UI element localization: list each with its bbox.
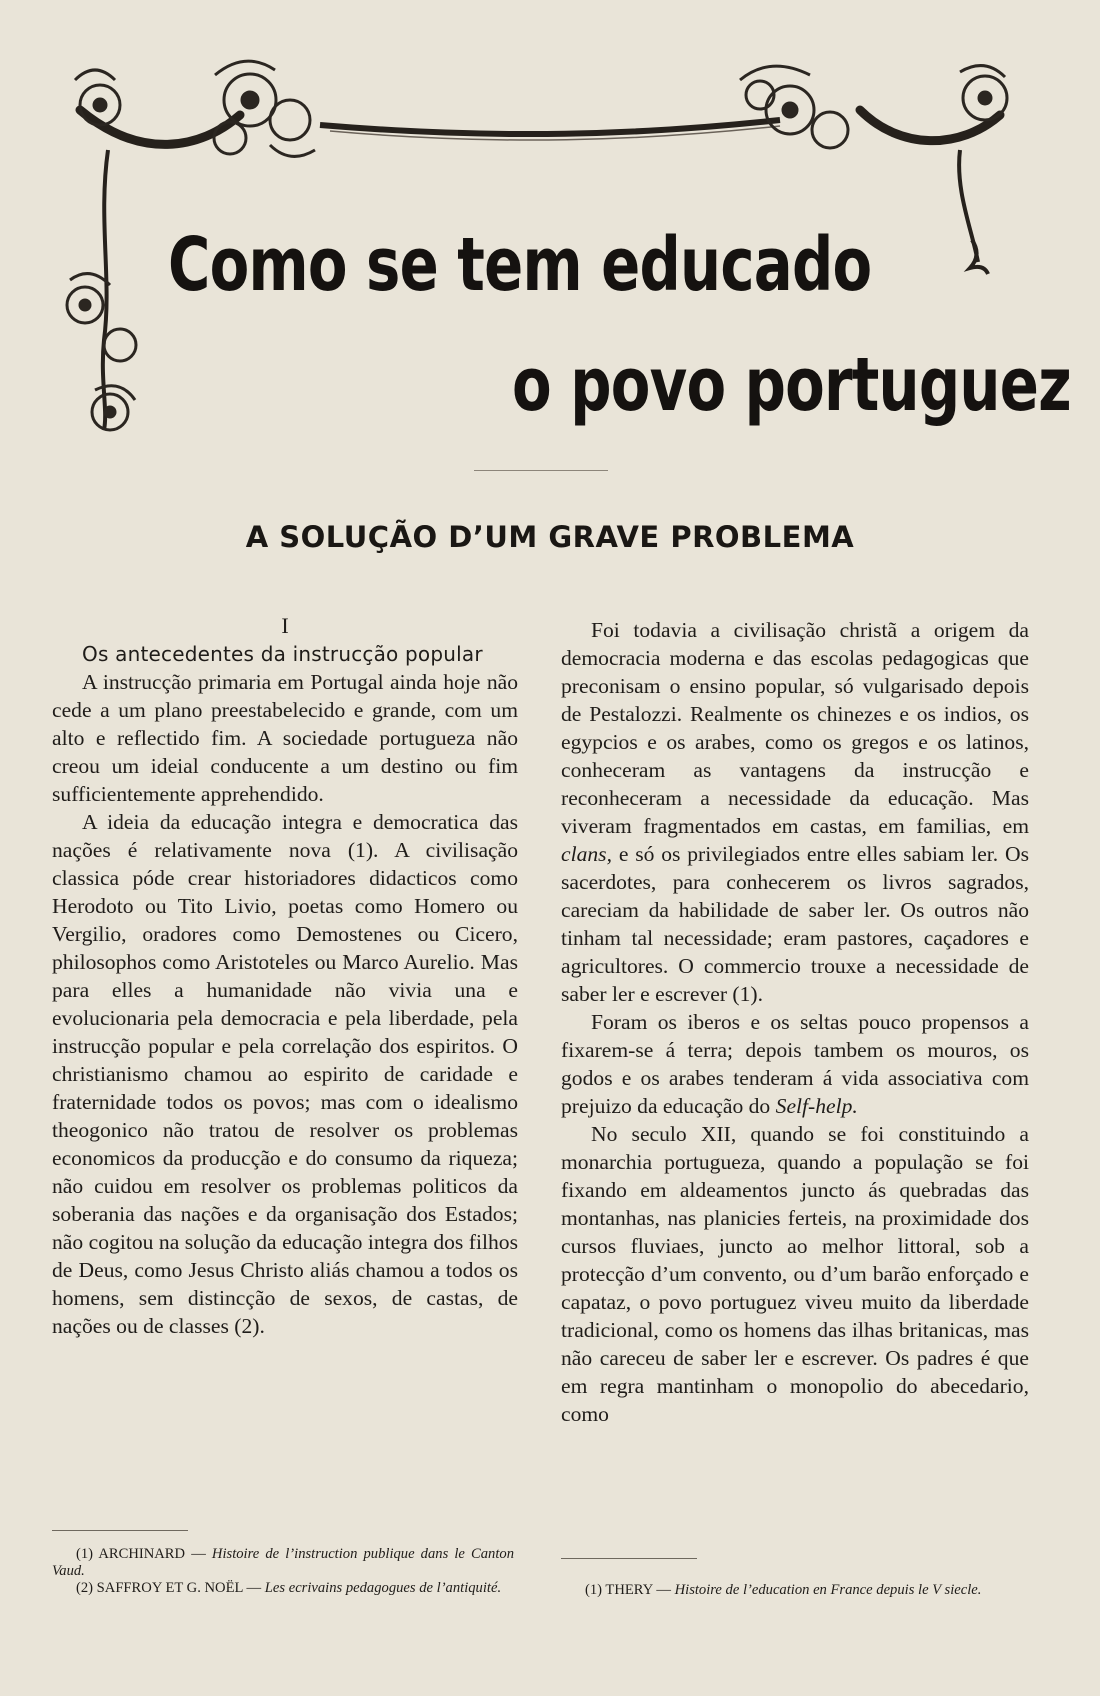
footnote-rule-right [561, 1558, 697, 1559]
right-paragraph-3: No seculo XII, quando se foi constituindo a monarchia portugueza, quando a população se foi fixando em aldeamentos juncto ás quebradas das montanhas, nas planicies ferteis, na proximidade dos cursos fluviaes, juncto ao melhor littoral, sob a protecção d’um convento, ou d’um barão enforçado e capataz, o povo portuguez viveu muito da liberdade tradicional, como os homens das ilhas britanicas, mas não careceu de saber ler e escrever. Os padres é que em regra mantinham o monopolio do abecedario, como [561, 1122, 1029, 1426]
section-heading: Os antecedentes da instrucção popular [82, 642, 483, 666]
footnote-right-1 [561, 1582, 1029, 1599]
left-column [52, 612, 518, 1340]
right-paragraph-1-start: Foi todavia a civilisação christã a origem da democracia moderna e das escolas pedagogicas que preconisam o ensino popular, só vulgarisado depois de Pestalozzi. Realmente os chinezes e os indios, os egypcios e os arabes, como os gregos e os latinos, conheceram as vantagens da instrucção e reconheceram a necessidade da educação. Mas viveram fragmentados em castas, em familias, em [561, 618, 1029, 838]
footnotes-right [561, 1582, 1029, 1599]
footnote-2-author: (2) SAFFROY ET G. NOËL — [76, 1580, 262, 1596]
footnote-1-title: Histoire de l’instruction publique dans le Canton Vaud. [52, 1546, 514, 1579]
footnotes-left [52, 1546, 514, 1597]
footnote-right-1-title: Histoire de l’education en France depuis le V siecle. [674, 1582, 982, 1598]
left-paragraph-2: A ideia da educação integra e democratica das nações é relativamente nova (1). A civilisação classica póde crear historiadores didacticos como Herodoto ou Tito Livio, poetas como Homero ou Vergilio, oradores como Demostenes ou Cicero, philosophos como Aristoteles ou Marco Aurelio. Mas para elles a humanidade não vivia una e evolucionaria pela democracia e pela liberdade, pela instrucção popular e pela correlação dos espiritos. O christianismo chamou ao espirito de caridade e fraternidade todos os povos; mas com o idealismo theogonico não tratou de resolver os problemas economicos da producção e do consumo da riqueza; não cuidou em resolver os problemas politicos da soberania das nações e da organisação dos Estados; não cogitou na solução da educação integra dos filhos de Deus, como Jesus Christo aliás chamou a todos os homens, sem distincção de sexos, de castas, de nações ou de classes (2). [52, 810, 518, 1338]
chapter-number: I [281, 613, 289, 638]
footnote-2 [52, 1580, 514, 1597]
right-paragraph-1 [561, 616, 1029, 1008]
right-paragraph-2 [561, 1008, 1029, 1120]
right-paragraph-2-text: Foram os iberos e os seltas pouco propensos a fixarem-se á terra; depois tambem os mouros, os godos e os arabes tenderam á vida associativa com prejuizo da educação do [561, 1010, 1029, 1118]
left-paragraph-1: A instrucção primaria em Portugal ainda hoje não cede a um plano preestabelecido e grande, com um alto e reflectido fim. A sociedade portugueza não creou um ideial conducente a um destino ou fim sufficientemente apprehendido. [52, 670, 518, 806]
right-paragraph-2-italic: Self-help. [775, 1094, 858, 1118]
page-title-line-2: o povo portuguez [512, 342, 1071, 428]
footnote-2-title: Les ecrivains pedagogues de l’antiquité. [264, 1580, 502, 1596]
article-subtitle: A SOLUÇÃO D’UM GRAVE PROBLEMA [245, 520, 855, 554]
footnote-right-1-author: (1) THERY — [585, 1582, 671, 1598]
footnote-1-author: (1) ARCHINARD — [76, 1546, 206, 1562]
page-title-line-1: Como se tem educado [168, 222, 872, 308]
right-paragraph-1-end: e só os privilegiados entre elles sabiam ler. Os sacerdotes, para conhecerem os livros sagrados, careciam da habilidade de saber ler. Os outros não tinham tal necessidade; eram pastores, caçadores e agricultores. O commercio trouxe a necessidade de saber ler e escrever (1). [561, 842, 1029, 1006]
footnote-rule-left [52, 1530, 188, 1531]
right-paragraph-1-italic: clans, [561, 842, 612, 866]
title-divider [474, 470, 608, 471]
footnote-1 [52, 1546, 514, 1580]
right-column [561, 616, 1029, 1428]
